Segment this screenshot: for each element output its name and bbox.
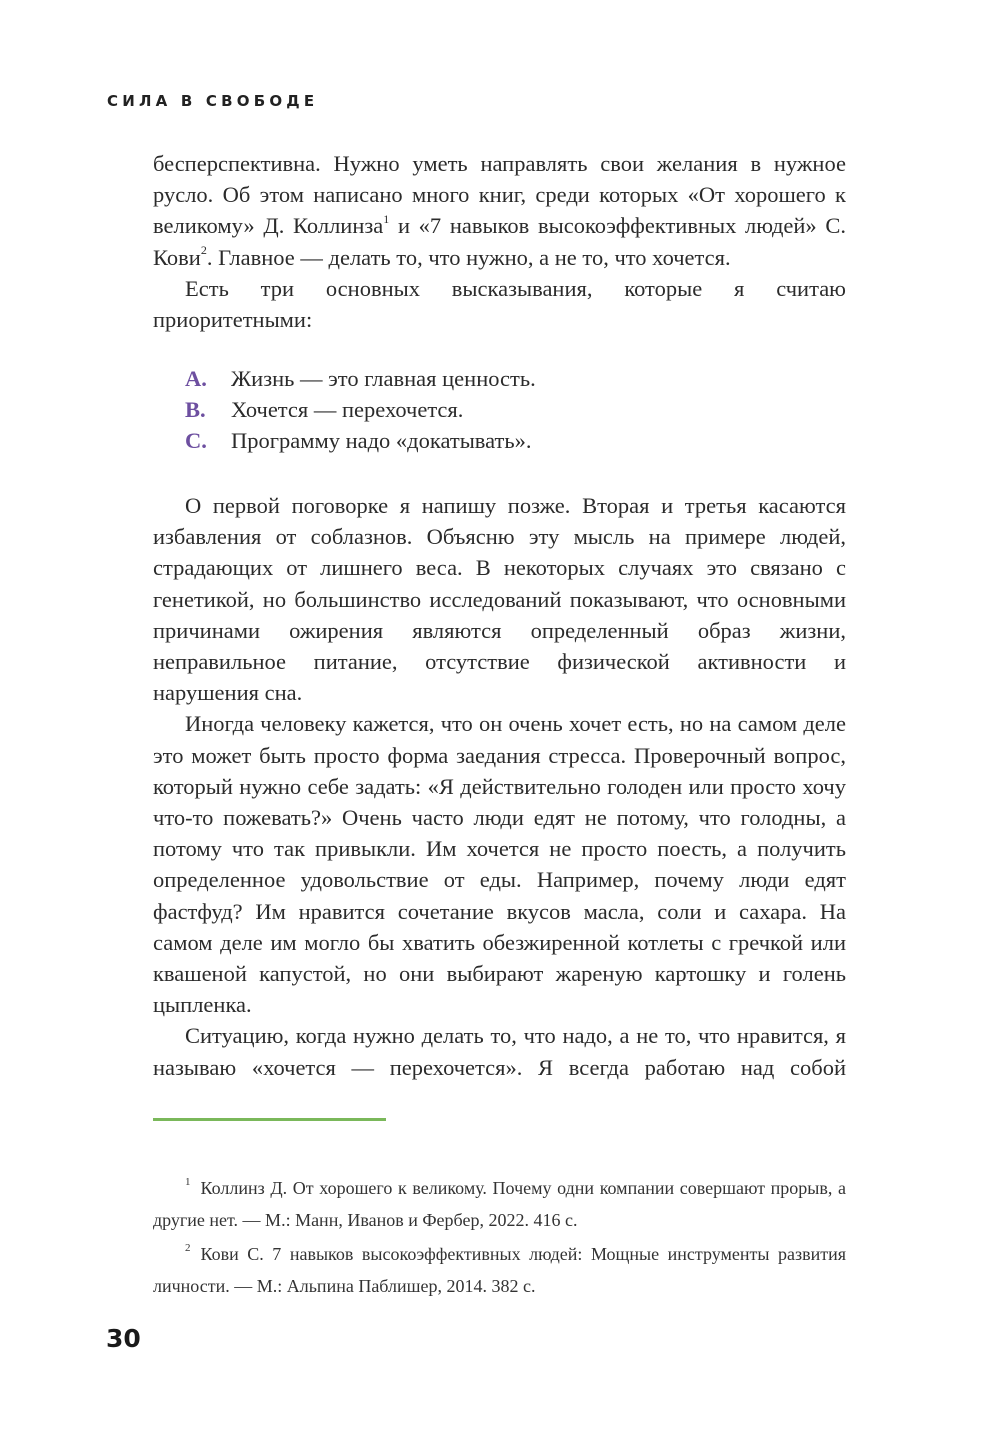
paragraph-2: Есть три основных высказывания, которые я считаю приоритетными: (153, 275, 846, 333)
paragraph-1 (153, 148, 846, 273)
list-item (185, 363, 536, 394)
footnote-2 (153, 1238, 846, 1302)
footnote-text: Кови С. 7 навыков высокоэффективных людей: Мощные инструменты развития личности. — М.: Альпина Паблишер, 2014. 382 с. (153, 1244, 846, 1296)
footnote-ref-1[interactable]: 1 (383, 211, 390, 226)
footnote-text: Коллинз Д. От хорошего к великому. Почему одни компании совершают прорыв, а другие нет. — М.: Манн, Иванов и Фербер, 2022. 416 с. (153, 1178, 846, 1230)
paragraph-1-part-1: бесперспективна. Нужно уметь направлять свои желания в нужное русло. Об этом написано много книг, среди которых «От хорошего к великому» Д. Коллинза (153, 151, 846, 239)
list-marker: C. (185, 428, 207, 453)
list-marker: B. (185, 397, 206, 422)
footnote-number: 1 (185, 1176, 191, 1188)
footnotes (153, 1172, 846, 1304)
list-item-text: Хочется — перехочется. (231, 397, 464, 422)
paragraph-5: Ситуацию, когда нужно делать то, что надо, а не то, что нравится, я называю «хочется — перехочется». Я всегда работаю над собой (153, 1023, 846, 1080)
footnote-1 (153, 1172, 846, 1236)
text-block-bottom (153, 490, 846, 1083)
paragraph-1-part-3: . Главное — делать то, что нужно, а не то, что хочется. (206, 244, 731, 270)
list-item (185, 425, 536, 456)
list-marker: А. (185, 366, 207, 391)
page-number: 30 (106, 1324, 141, 1353)
text-block-top (153, 148, 846, 335)
running-head-title: СИЛА В СВОБОДЕ (107, 92, 319, 110)
list-item-text: Жизнь — это главная ценность. (231, 366, 536, 391)
footnote-ref-2[interactable]: 2 (200, 243, 207, 258)
paragraph-1-part-2: и «7 навыков высокоэффективных людей» С. Кови (153, 213, 846, 270)
paragraph-3: О первой поговорке я напишу позже. Вторая и третья касаются избавления от соблазнов. Объясню эту мысль на примере людей, страдающих от лишнего веса. В некоторых случаях это связано с генетикой, но большинство исследований показывают, что основными причинами ожирения являются определенный образ жизни, неправильное питание, отсутствие физической активности и нарушения сна. (153, 493, 846, 706)
footnote-divider (153, 1118, 386, 1121)
list-item (185, 394, 536, 425)
paragraph-4: Иногда человеку кажется, что он очень хочет есть, но на самом деле это может быть просто форма заедания стресса. Проверочный вопрос, который нужно себе задать: «Я действительно голоден или просто хочу что-то пожевать?» Очень часто люди едят не потому, что голодны, а потому что так привыкли. Им хочется не просто поесть, а получить определенное удовольствие от еды. Например, почему люди едят фастфуд? Им нравится сочетание вкусов масла, соли и сахара. На самом деле им могло бы хватить обезжиренной котлеты с гречкой или квашеной капустой, но они выбирают жареную картошку и голень цыпленка. (153, 711, 846, 1018)
footnote-number: 2 (185, 1242, 191, 1254)
sayings-list (185, 363, 536, 456)
list-item-text: Программу надо «докатывать». (231, 428, 532, 453)
